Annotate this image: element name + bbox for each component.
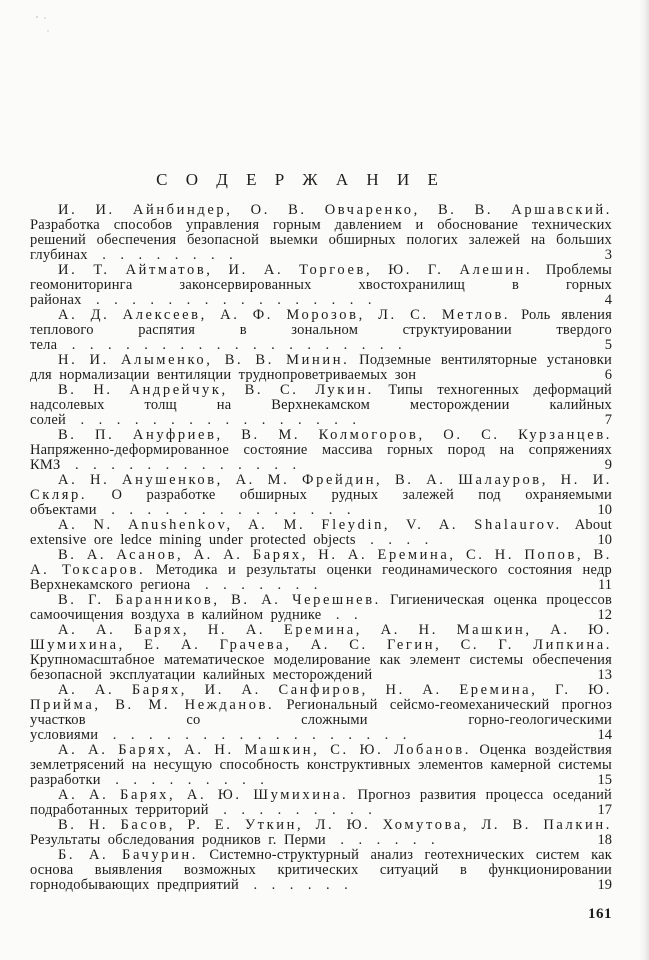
entry-title: Напряженно-деформированное состояние массива горных пород на сопряжениях КМЗ [30, 442, 612, 473]
dot-leader: . . . . . . . [190, 577, 318, 593]
entry-authors: А. А. Барях, И. А. Санфиров, Н. А. Еремина, Г. Ю. Прийма, В. М. Нежданов. [30, 682, 612, 713]
entry-page-number: 19 [597, 877, 612, 893]
entry-title: Системно-структурный анализ геотехнических систем как основа выявления возможных критических ситуаций в функционировании горнодобывающих предприятий [30, 847, 612, 893]
entry-page-number: 17 [597, 802, 612, 818]
entry-page-number: 13 [597, 667, 612, 683]
toc-entry [30, 353, 612, 383]
dot-leader: . . . . . . . . . . . . . . [96, 502, 351, 518]
entry-title: Разработка способов управления горным давлением и обоснование технических решений обеспечения безопасной выемки обширных пологих залежей на больших глубинах [30, 217, 612, 263]
toc-entry [30, 383, 612, 428]
entry-authors: И. Т. Айтматов, И. А. Торгоев, Ю. Г. Алешин. [58, 262, 533, 278]
entry-authors: А. Д. Алексеев, А. Ф. Морозов, Л. С. Метлов. [58, 307, 511, 323]
entry-authors: В. А. Асанов, А. А. Барях, Н. А. Еремина, С. Н. Попов, В. А. Токсаров. [30, 547, 612, 578]
entry-authors: А. Н. Анушенков, А. М. Фрейдин, В. А. Шалауров, Н. И. Скляр. [30, 472, 612, 503]
entry-authors: В. Г. Баранников, В. А. Черешнев. [58, 592, 381, 608]
entry-title: Типы техногенных деформаций надсолевых толщ на Верхнекамском месторождении калийных солей [30, 382, 612, 428]
toc-entry [30, 473, 612, 518]
dot-leader: . . . . . . . . . . . . . [60, 457, 297, 473]
entry-authors: В. Н. Басов, Р. Е. Уткин, Л. Ю. Хомутова, Л. В. Палкин. [58, 817, 612, 833]
entry-title: Методика и результаты оценки геодинамического состояния недр Верхнекамского региона [30, 562, 612, 593]
dot-leader: . . . . . . . . . . . . . . . . [81, 292, 372, 308]
entry-title: Оценка воздействия землетрясений на несущую способность конструктивных элементов камерной системы разработки [30, 742, 612, 788]
entry-authors: В. П. Ануфриев, В. М. Колмогоров, О. С. Курзанцев. [58, 427, 612, 443]
entry-authors: Н. И. Алыменко, В. В. Минин. [58, 352, 350, 368]
entry-page-number: 9 [604, 457, 612, 473]
entry-authors: В. Н. Андрейчук, В. С. Лукин. [58, 382, 374, 398]
toc-entry [30, 623, 612, 683]
dot-leader: . . . . . . [238, 877, 348, 893]
entry-title: Региональный сейсмо-геомеханический прогноз участков со сложными горно-геологическими условиями [30, 697, 613, 743]
entry-page-number: 6 [604, 367, 612, 383]
toc-entry [30, 818, 612, 848]
entry-page-number: 10 [597, 532, 612, 548]
dot-leader: . . . . . . . . . . . . . . . . . . . [57, 337, 402, 353]
toc-entry [30, 848, 612, 893]
entry-page-number: 18 [597, 832, 612, 848]
toc-entry [30, 428, 612, 473]
toc-entry [30, 593, 612, 623]
entry-title: Прогноз развития процесса оседаний подработанных территорий [30, 787, 612, 818]
entry-page-number: 5 [604, 337, 612, 353]
entry-page-number: 15 [597, 772, 612, 788]
toc-entry [30, 548, 612, 593]
entry-authors: Б. А. Бачурин. [58, 847, 198, 863]
page-number-folio: 161 [588, 906, 612, 922]
toc-list [30, 203, 612, 893]
entry-authors: A. N. Anushenkov, A. M. Fleydin, V. A. Shalaurov. [58, 517, 562, 533]
dot-leader: . . . . [355, 532, 429, 548]
dot-leader: . . . . . . [325, 832, 435, 848]
dot-leader: . . . . . . . . . [100, 772, 264, 788]
toc-entry [30, 743, 612, 788]
entry-title: Крупномасштабное математическое моделирование как элемент системы обеспечения безопасной эксплуатации калийных месторождений [30, 652, 612, 683]
entry-authors: А. А. Барях, Н. А. Еремина, А. Н. Машкин, А. Ю. Шумихина, Е. А. Грачева, А. С. Гегин, С. Г. Липкина. [30, 622, 612, 653]
dot-leader: . . . . . . . . [87, 247, 233, 263]
entry-title: Роль явления теплового распятия в зональном структуировании твердого тела [30, 307, 612, 353]
dot-leader: . . [321, 607, 358, 623]
entry-title: Проблемы геомониторинга законсервированных хвостохранилищ в горных районах [30, 262, 612, 308]
toc-entry [30, 518, 612, 548]
entry-authors: И. И. Айнбиндер, О. В. Овчаренко, В. В. Аршавский. [58, 202, 612, 218]
toc-entry [30, 788, 612, 818]
dot-leader: . . . . . . . . . [208, 802, 372, 818]
toc-entry [30, 683, 612, 743]
entry-title: About extensive ore ledce mining under protected objects [30, 517, 612, 548]
entry-page-number: 14 [597, 727, 612, 743]
toc-entry [30, 263, 612, 308]
entry-page-number: 3 [604, 247, 612, 263]
entry-title: Гигиеническая оценка процессов самоочищения воздуха в калийном руднике [30, 592, 612, 623]
entry-page-number: 12 [597, 607, 612, 623]
toc-entry [30, 308, 612, 353]
entry-page-number: 11 [598, 577, 612, 593]
entry-authors: А. А. Барях, А. Н. Машкин, С. Ю. Лобанов. [58, 742, 471, 758]
entry-title: Результаты обследования родников г. Перми [30, 832, 326, 848]
entry-page-number: 10 [597, 502, 612, 518]
entry-authors: А. А. Барях, А. Ю. Шумихина. [58, 787, 349, 803]
entry-page-number: 4 [604, 292, 612, 308]
dot-leader: . . . . . . . . . . . . . . . . . [98, 727, 407, 743]
toc-entry [30, 203, 612, 263]
dot-leader: . . . . . . . . . . . . . . . . [65, 412, 356, 428]
entry-title: О разработке обширных рудных залежей под охраняемыми объектами [30, 487, 612, 518]
page-title: С О Д Е Р Ж А Н И Е [156, 170, 445, 189]
entry-title: Подземные вентиляторные установки для нормализации вентиляции труднопроветриваемых зон [30, 352, 612, 383]
entry-page-number: 7 [604, 412, 612, 428]
